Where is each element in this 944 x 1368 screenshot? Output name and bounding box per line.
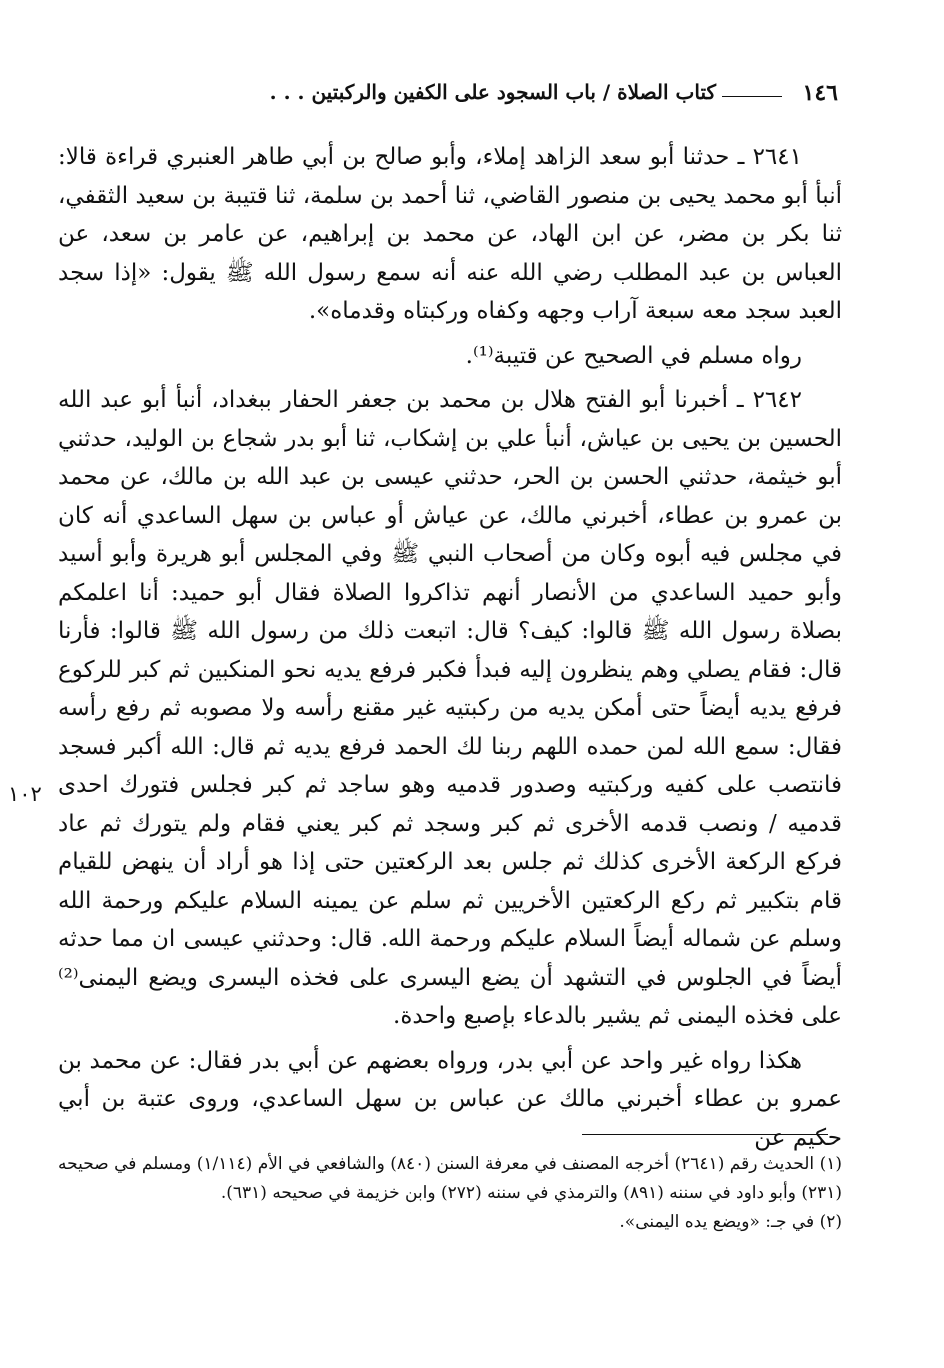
- hadith-2642: ٢٦٤٢ ـ أخبرنا أبو الفتح هلال بن محمد بن جعفر الحفار ببغداد، أنبأ أبو عبد الله الحسين بن يحيى بن عياش، أنبأ علي بن إشكاب، ثنا أبو بدر شجاع بن الوليد، حدثني أبو خيثمة، حدثني الحسن بن الحر، حدثني عيسى بن عبد الله بن مالك، عن محمد بن عمرو بن عطاء، أخبرني مالك، عن عياش أو عباس بن سهل الساعدي أنه كان في مجلس فيه أبوه وكان من أصحاب النبي ﷺ وفي المجلس أبو هريرة وأبو أسيد وأبو حميد الساعدي من الأنصار أنهم تذاكروا الصلاة فقال أبو حميد: أنا اعلمكم بصلاة رسول الله ﷺ قالوا: كيف؟ قال: اتبعت ذلك من رسول الله ﷺ قالوا: فأرنا قال: فقام يصلي وهم ينظرون إليه فبدأ فكبر فرفع يديه نحو المنكبين ثم كبر للركوع فرفع يديه أيضاً حتى أمكن يديه من ركبتيه غير مقنع رأسه ولا مصوبه ثم رفع رأسه فقال: سمع الله لمن حمده اللهم ربنا لك الحمد فرفع يديه ثم قال: الله أكبر فسجد فانتصب على كفيه وركبتيه وصدور قدميه وهو ساجد ثم كبر فجلس فتورك احدى قدميه / ونصب قدمه الأخرى ثم كبر وسجد ثم كبر يعني فقام ولم يتورك ثم عاد فركع الركعة الأخرى كذلك ثم جلس بعد الركعتين حتى إذا هو أراد أن ينهض للقيام قام بتكبير ثم ركع الركعتين الأخريين ثم سلم عن يمينه السلام عليكم ورحمة الله وسلم عن شماله أيضاً السلام عليكم ورحمة الله. قال: وحدثني عيسى ان مما حدثه أيضاً في الجلوس في التشهد أن يضع اليسرى على فخذه اليسرى ويضع اليمنى⁽²⁾ على فخذه اليمنى ثم يشير بالدعاء بإصبع واحدة.: [58, 387, 842, 1029]
- hadith-2641: ٢٦٤١ ـ حدثنا أبو سعد الزاهد إملاء، وأبو صالح بن أبي طاهر العنبري قراءة قالا: أنبأ أبو محمد يحيى بن منصور القاضي، ثنا أحمد بن سلمة، ثنا قتيبة بن سعيد الثقفي، ثنا بكر بن مضر، عن ابن الهاد، عن محمد بن إبراهيم، عن عامر بن سعد، عن العباس بن عبد المطلب رضي الله عنه أنه سمع رسول الله ﷺ يقول: «إذا سجد العبد سجد معه سبعة آراب وجهه وكفاه وركبتاه وقدماه».: [58, 144, 842, 324]
- commentary-paragraph-2: هكذا رواه غير واحد عن أبي بدر، ورواه بعضهم عن أبي بدر فقال: عن محمد بن عمرو بن عطاء أخبرني مالك عن عباس بن سهل الساعدي، وروى عتبة بن أبي حكيم عن: [58, 1047, 842, 1151]
- page-number: ١٤٦: [802, 80, 838, 106]
- margin-folio-number: ١٠٢: [8, 782, 42, 806]
- footnotes: [58, 1150, 842, 1237]
- footnote-2: (٢) في جـ: «ويضع يده اليمنى».: [619, 1212, 842, 1232]
- running-header: [58, 80, 838, 120]
- main-text: [58, 138, 842, 1157]
- header-rule: [722, 96, 782, 97]
- footnote-separator: [582, 1134, 828, 1135]
- footnote-1: (١) الحديث رقم (٢٦٤١) أخرجه المصنف في معرفة السنن (٨٤٠) والشافعي في الأم (١/١١٤) ومسلم في صحيحه (٢٣١) وأبو داود في سننه (٨٩١) والترمذي في سننه (٢٧٢) وابن خزيمة في صحيحه (٦٣١).: [58, 1154, 842, 1203]
- commentary-paragraph: رواه مسلم في الصحيح عن قتيبة⁽¹⁾.: [465, 342, 802, 369]
- running-title: كتاب الصلاة / باب السجود على الكفين والركبتين . . .: [269, 80, 716, 104]
